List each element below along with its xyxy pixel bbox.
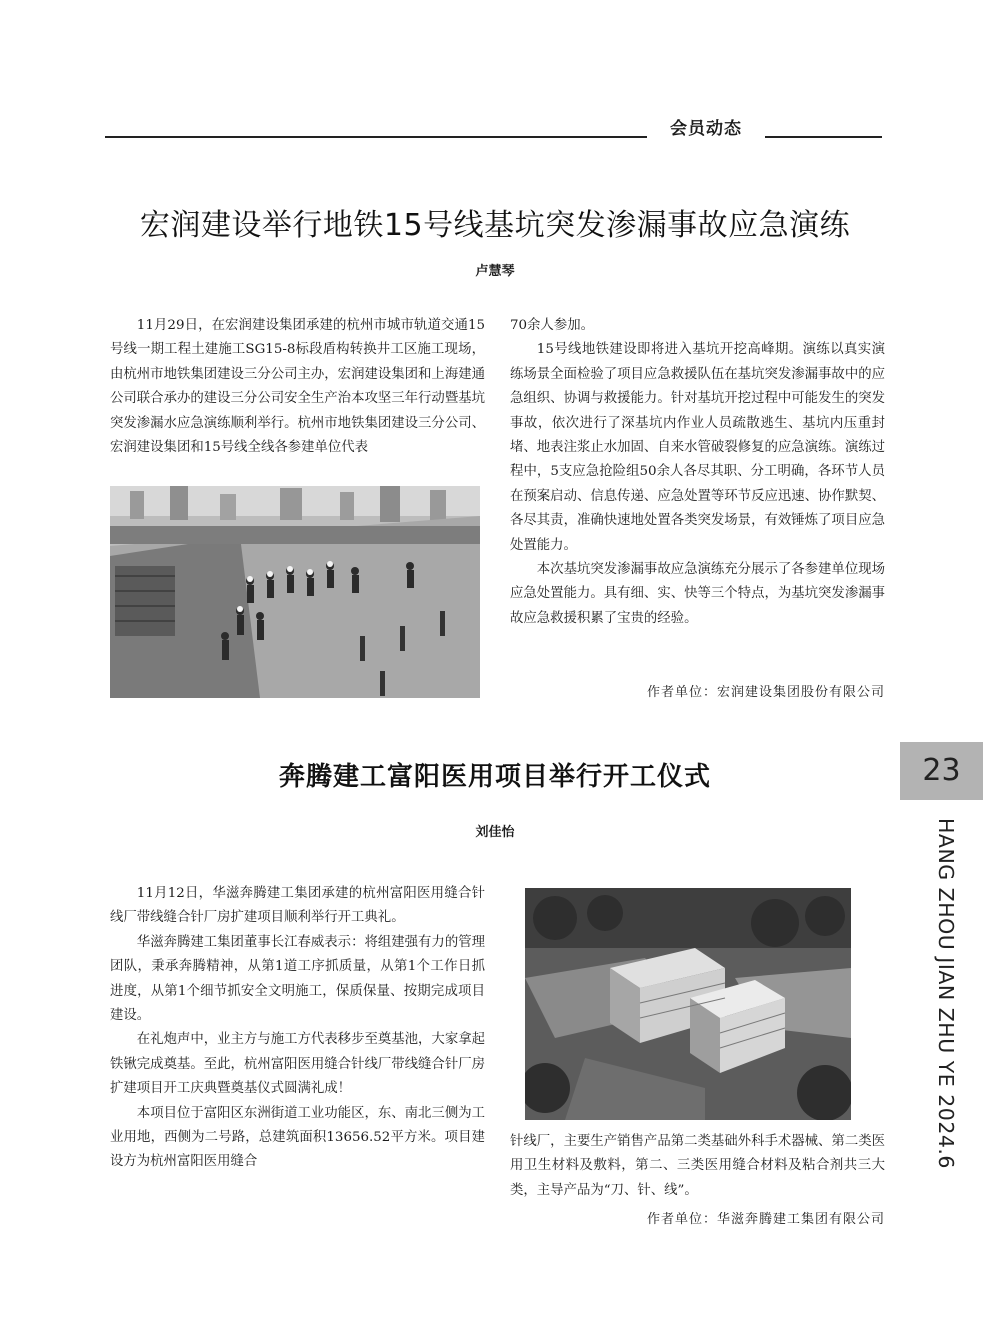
article1-paragraph: 本次基坑突发渗漏事故应急演练充分展示了各参建单位现场应急处置能力。具有细、实、快等三个特点，为基坑突发渗漏事故应急救援积累了宝贵的经验。 bbox=[510, 562, 885, 626]
article2-column-left bbox=[110, 882, 485, 1175]
article1-title: 宏润建设举行地铁15号线基坑突发渗漏事故应急演练 bbox=[139, 208, 851, 243]
page-number: 23 bbox=[900, 742, 983, 800]
article2-credit: 作者单位：华滋奔腾建工集团有限公司 bbox=[646, 1212, 885, 1227]
section-tag: 会员动态 bbox=[670, 119, 742, 139]
running-head: HANG ZHOU JIAN ZHU YE 2024.6 bbox=[934, 818, 958, 1169]
article2-paragraph: 针线厂，主要生产销售产品第二类基础外科手术器械、第二类医用卫生材料及敷料，第二、三类医用缝合材料及粘合剂共三大类，主导产品为“刀、针、线”。 bbox=[510, 1134, 885, 1198]
article2-photo bbox=[525, 888, 851, 1120]
article2-title: 奔腾建工富阳医用项目举行开工仪式 bbox=[278, 762, 711, 792]
drill-site-photo bbox=[110, 486, 480, 698]
article2-paragraph: 本项目位于富阳区东洲街道工业功能区，东、南北三侧为工业用地，西侧为二号路，总建筑面积13656.52平方米。项目建设方为杭州富阳医用缝合 bbox=[110, 1105, 485, 1170]
article1-paragraph: 11月29日，在宏润建设集团承建的杭州市城市轨道交通15号线一期工程土建施工SG15-8标段盾构转换井工区施工现场，由杭州市地铁集团建设三分公司主办，宏润建设集团和上海建通公司联合承办的建设三分公司安全生产治本攻坚三年行动暨基坑突发渗漏水应急演练顺利举行。杭州市地铁集团建设三分公司、宏润建设集团和15号线全线各参建单位代表 bbox=[110, 318, 485, 456]
article2-column-right bbox=[510, 1130, 885, 1203]
article2-paragraph: 华滋奔腾建工集团董事长江春威表示：将组建强有力的管理团队，秉承奔腾精神，从第1道工序抓质量，从第1个工作日抓进度，从第1个细节抓安全文明施工，保质保量、按期完成项目建设。 bbox=[110, 934, 485, 1024]
header-rule-right bbox=[765, 136, 882, 138]
factory-rendering bbox=[525, 888, 851, 1120]
article1-author: 卢慧琴 bbox=[475, 264, 515, 279]
article2-paragraph: 11月12日，华滋奔腾建工集团承建的杭州富阳医用缝合针线厂带线缝合针厂房扩建项目顺利举行开工典礼。 bbox=[110, 886, 485, 926]
article2-paragraph: 在礼炮声中，业主方与施工方代表移步至奠基池，大家拿起铁锹完成奠基。至此，杭州富阳医用缝合针线厂带线缝合针厂房扩建项目开工庆典暨奠基仪式圆满礼成！ bbox=[110, 1032, 485, 1097]
article1-paragraph: 15号线地铁建设即将进入基坑开挖高峰期。演练以真实演练场景全面检验了项目应急救援队伍在基坑突发渗漏事故中的应急组织、协调与救援能力。针对基坑开挖过程中可能发生的突发事故，依次进行了深基坑内作业人员疏散逃生、基坑内压重封堵、地表注浆止水加固、自来水管破裂修复的应急演练。演练过程中，5支应急抢险组50余人各尽其职、分工明确，各环节人员在预案启动、信息传递、应急处置等环节反应迅速、协作默契、各尽其责，准确快速地处置各类突发场景，有效锤炼了项目应急处置能力。 bbox=[510, 342, 885, 553]
article2-author: 刘佳怡 bbox=[475, 825, 515, 840]
article1-column-right bbox=[510, 314, 885, 631]
article1-paragraph: 70余人参加。 bbox=[510, 318, 594, 333]
article1-photo bbox=[110, 486, 480, 698]
article1-column-left bbox=[110, 314, 485, 460]
header-rule-left bbox=[105, 136, 647, 138]
article1-credit: 作者单位：宏润建设集团股份有限公司 bbox=[646, 685, 885, 700]
